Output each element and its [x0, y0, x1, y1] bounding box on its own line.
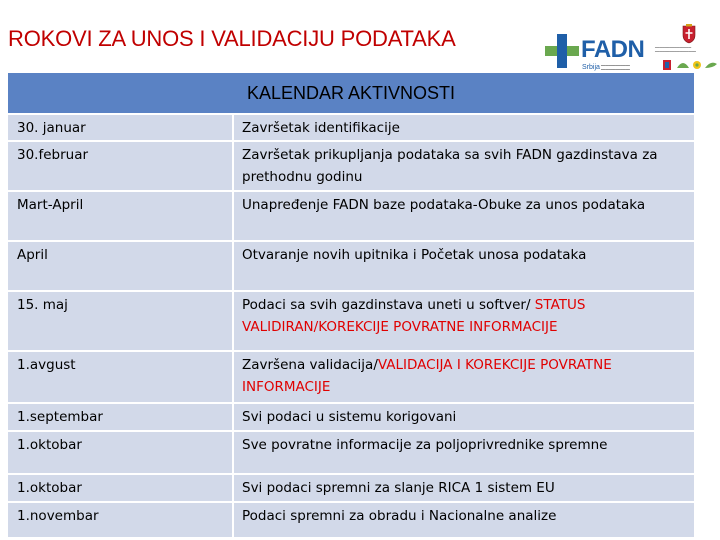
partner-logos-icon	[663, 58, 719, 72]
serbia-coat-of-arms-icon	[681, 24, 697, 44]
row-date: 15. maj	[17, 297, 68, 313]
row-date: 1.oktobar	[17, 437, 82, 453]
table-row	[8, 292, 694, 352]
table-row	[8, 404, 694, 432]
row-date: 1.avgust	[17, 357, 76, 373]
row-activity	[242, 294, 688, 338]
table-row	[8, 503, 694, 537]
row-activity: Otvaranje novih upitnika i Početak unosa podataka	[242, 247, 587, 263]
activity-calendar-table	[8, 73, 694, 537]
row-activity: Unapređenje FADN baze podataka-Obuke za unos podataka	[242, 197, 646, 213]
row-activity-text: Završena validacija/	[242, 357, 378, 373]
table-row	[8, 115, 694, 142]
row-activity: Završetak identifikacije	[242, 120, 400, 136]
fadn-logo-sub: Srbija	[582, 64, 600, 71]
row-activity: Sve povratne informacije za poljoprivrednike spremne	[242, 437, 608, 453]
table-row	[8, 432, 694, 475]
row-activity-status-highlight: STATUS VALIDIRAN/KOREKCIJE POVRATNE INFORMACIJE	[242, 297, 586, 335]
row-date: 1.septembar	[17, 409, 103, 425]
row-date: April	[17, 247, 48, 263]
table-row	[8, 242, 694, 292]
row-activity: Svi podaci spremni za slanje RICA 1 sistem EU	[242, 480, 555, 496]
row-activity	[242, 354, 688, 398]
row-activity: Završetak prikupljanja podataka sa svih FADN gazdinstava za prethodnu godinu	[242, 147, 658, 185]
table-row	[8, 475, 694, 503]
row-date: 1.novembar	[17, 508, 99, 524]
table-row	[8, 142, 694, 192]
row-date: 30.februar	[17, 147, 89, 163]
fadn-logo-text: FADN	[581, 36, 645, 63]
ministry-fineprint: ━━━━━━━━━━━━━━━ ━━━━━━━━━━━━━━━━━	[655, 45, 696, 54]
table-row	[8, 192, 694, 242]
row-activity: Svi podaci u sistemu korigovani	[242, 409, 457, 425]
fadn-logo-fineprint: ━━━━━━━━━━━━ ━━━━━━━━━━━━	[601, 63, 630, 72]
table-header: KALENDAR AKTIVNOSTI	[8, 73, 694, 115]
fadn-cross-logo-icon	[545, 34, 579, 68]
page-title: ROKOVI ZA UNOS I VALIDACIJU PODATAKA	[8, 26, 456, 51]
table-row	[8, 352, 694, 404]
row-activity-status-highlight: VALIDACIJA I KOREKCIJE POVRATNE INFORMACIJE	[242, 357, 612, 395]
row-activity-text: Podaci sa svih gazdinstava uneti u softver/	[242, 297, 535, 313]
row-date: 30. januar	[17, 120, 86, 136]
row-activity: Podaci spremni za obradu i Nacionalne analize	[242, 508, 557, 524]
row-date: 1.oktobar	[17, 480, 82, 496]
row-date: Mart-April	[17, 197, 84, 213]
